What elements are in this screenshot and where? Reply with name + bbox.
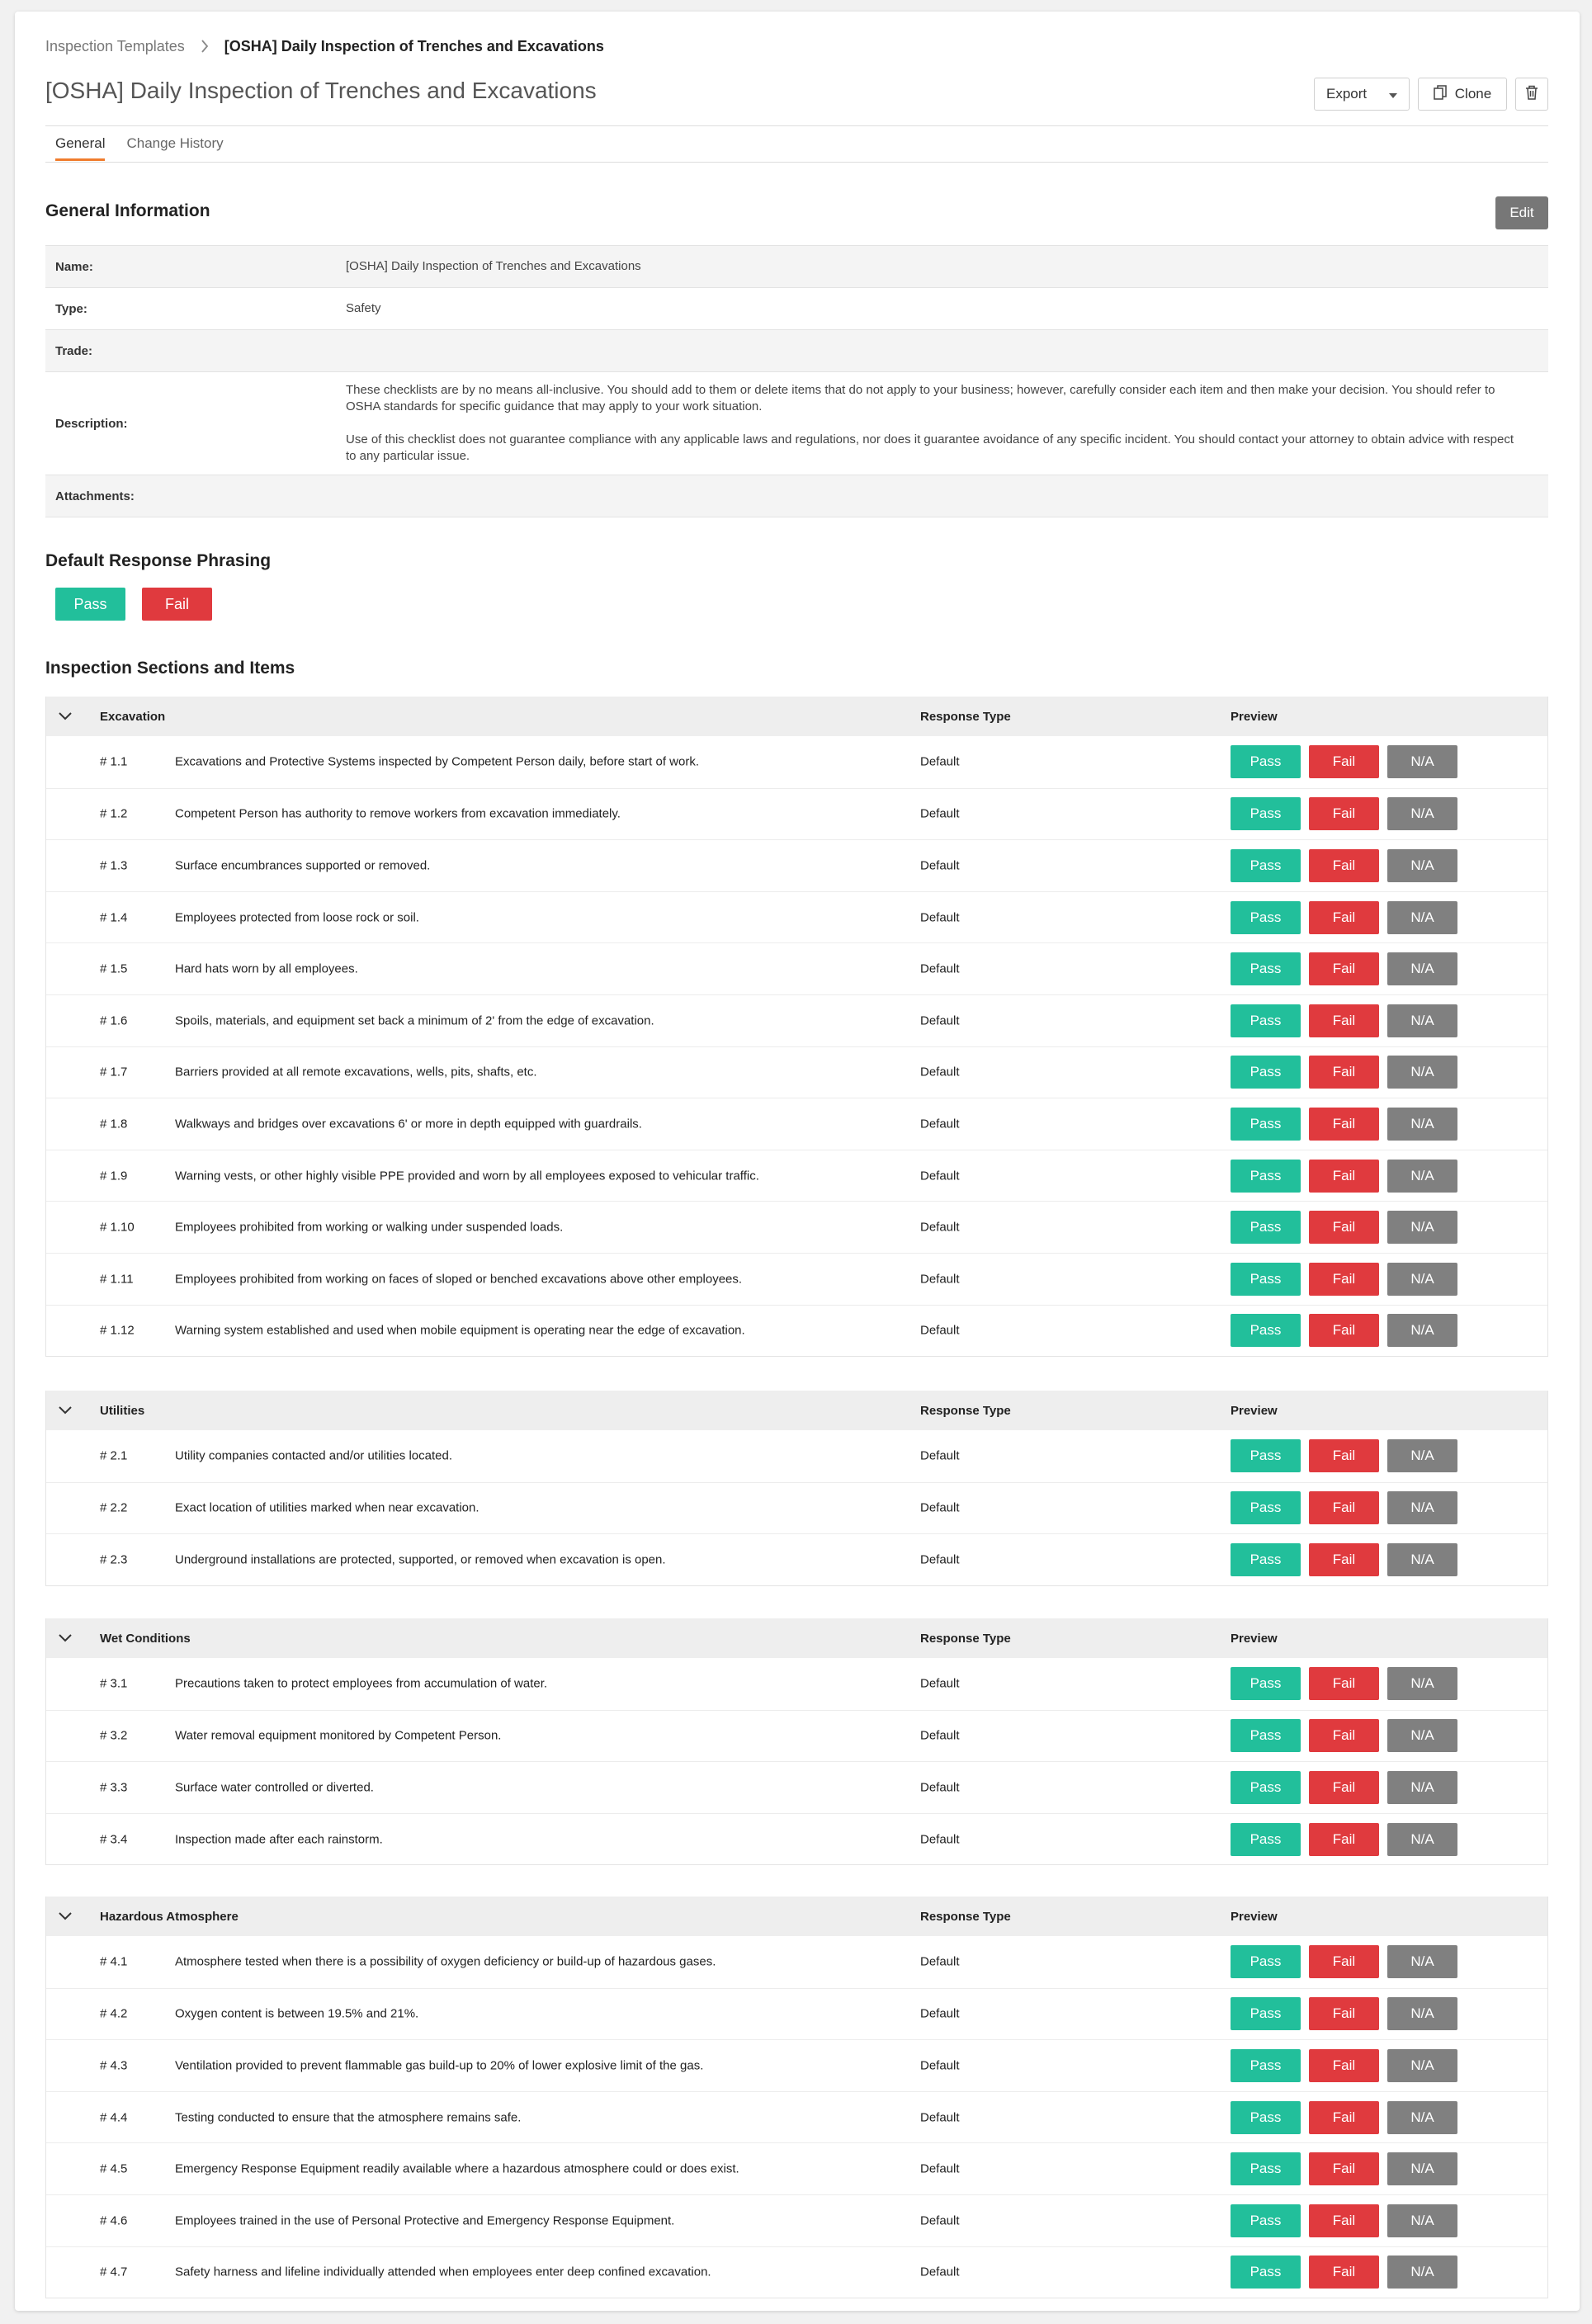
preview-buttons — [1231, 952, 1457, 985]
inspection-item-row — [46, 2194, 1547, 2246]
item-text: Walkways and bridges over excavations 6' or more in depth equipped with guardrails. — [175, 1117, 642, 1131]
delete-button[interactable] — [1515, 78, 1548, 111]
item-response-type: Default — [920, 1780, 960, 1795]
preview-fail-button[interactable]: Fail — [1309, 1823, 1379, 1856]
preview-pass-button[interactable]: Pass — [1231, 1823, 1301, 1856]
item-response-type: Default — [920, 2058, 960, 2073]
column-header-preview: Preview — [1231, 709, 1278, 724]
item-response-type: Default — [920, 1552, 960, 1567]
item-number: # 1.3 — [100, 858, 128, 873]
preview-na-button[interactable]: N/A — [1387, 1491, 1457, 1524]
preview-buttons — [1231, 1160, 1457, 1193]
preview-pass-button[interactable]: Pass — [1231, 1945, 1301, 1978]
phrasing-title: Default Response Phrasing — [45, 551, 272, 570]
item-number: # 1.9 — [100, 1169, 128, 1183]
inspection-section — [45, 1897, 1548, 2298]
item-response-type: Default — [920, 1065, 960, 1079]
export-label: Export — [1326, 86, 1368, 102]
preview-na-button[interactable]: N/A — [1387, 2101, 1457, 2134]
item-response-type: Default — [920, 1832, 960, 1847]
inspection-item-row — [46, 839, 1547, 891]
item-text: Warning vests, or other highly visible PPE provided and worn by all employees exposed to vehicular traffic. — [175, 1169, 759, 1183]
inspection-item-row — [46, 1813, 1547, 1865]
column-header-response-type: Response Type — [920, 709, 1011, 724]
preview-fail-button[interactable]: Fail — [1309, 2256, 1379, 2289]
preview-buttons — [1231, 1211, 1457, 1244]
chevron-down-icon[interactable] — [56, 1630, 74, 1646]
item-response-type: Default — [920, 961, 960, 976]
preview-pass-button[interactable]: Pass — [1231, 1263, 1301, 1296]
preview-buttons — [1231, 1056, 1457, 1089]
item-response-type: Default — [920, 1117, 960, 1131]
preview-pass-button[interactable]: Pass — [1231, 1719, 1301, 1752]
item-number: # 4.1 — [100, 1954, 128, 1969]
column-header-preview: Preview — [1231, 1403, 1278, 1418]
inspection-item-row — [46, 2142, 1547, 2194]
tab-bar — [55, 135, 224, 161]
info-row-type — [45, 288, 1548, 330]
preview-na-button[interactable]: N/A — [1387, 1997, 1457, 2030]
preview-fail-button[interactable]: Fail — [1309, 849, 1379, 882]
item-text: Employees prohibited from working or walking under suspended loads. — [175, 1220, 564, 1235]
chevron-down-icon[interactable] — [56, 1908, 74, 1925]
clone-label: Clone — [1454, 86, 1492, 102]
inspection-item-row — [46, 1658, 1547, 1710]
section-header — [46, 1897, 1547, 1936]
item-text: Precautions taken to protect employees from accumulation of water. — [175, 1676, 548, 1691]
preview-fail-button[interactable]: Fail — [1309, 1997, 1379, 2030]
preview-buttons — [1231, 1439, 1457, 1472]
preview-buttons — [1231, 1823, 1457, 1856]
item-number: # 4.3 — [100, 2058, 128, 2073]
preview-fail-button[interactable]: Fail — [1309, 1439, 1379, 1472]
item-number: # 4.4 — [100, 2110, 128, 2125]
item-response-type: Default — [920, 858, 960, 873]
section-name: Utilities — [100, 1403, 145, 1418]
preview-pass-button[interactable]: Pass — [1231, 1160, 1301, 1193]
tab-change-history[interactable]: Change History — [126, 135, 224, 151]
inspection-section — [45, 1391, 1548, 1586]
item-response-type: Default — [920, 910, 960, 925]
preview-na-button[interactable]: N/A — [1387, 1823, 1457, 1856]
item-response-type: Default — [920, 1676, 960, 1691]
preview-pass-button[interactable]: Pass — [1231, 952, 1301, 985]
tab-general[interactable]: General — [55, 135, 105, 161]
preview-na-button[interactable]: N/A — [1387, 901, 1457, 934]
item-response-type: Default — [920, 806, 960, 821]
preview-fail-button[interactable]: Fail — [1309, 2049, 1379, 2082]
preview-na-button[interactable]: N/A — [1387, 2204, 1457, 2237]
column-header-preview: Preview — [1231, 1909, 1278, 1924]
preview-na-button[interactable]: N/A — [1387, 1945, 1457, 1978]
chevron-down-icon[interactable] — [56, 708, 74, 725]
preview-na-button[interactable]: N/A — [1387, 1004, 1457, 1037]
section-header — [46, 697, 1547, 736]
preview-buttons — [1231, 797, 1457, 830]
preview-pass-button[interactable]: Pass — [1231, 901, 1301, 934]
item-text: Surface encumbrances supported or removed. — [175, 858, 431, 873]
item-number: # 2.1 — [100, 1448, 128, 1463]
preview-na-button[interactable]: N/A — [1387, 1211, 1457, 1244]
item-text: Surface water controlled or diverted. — [175, 1780, 374, 1795]
preview-pass-button[interactable]: Pass — [1231, 2152, 1301, 2185]
item-text: Employees protected from loose rock or soil. — [175, 910, 419, 925]
inspection-item-row — [46, 1761, 1547, 1813]
preview-na-button[interactable]: N/A — [1387, 1056, 1457, 1089]
preview-na-button[interactable]: N/A — [1387, 2256, 1457, 2289]
preview-pass-button[interactable]: Pass — [1231, 797, 1301, 830]
preview-fail-button[interactable]: Fail — [1309, 1719, 1379, 1752]
item-number: # 1.11 — [100, 1272, 134, 1287]
general-info-title: General Information — [45, 201, 210, 220]
item-text: Inspection made after each rainstorm. — [175, 1832, 383, 1847]
item-number: # 1.7 — [100, 1065, 128, 1079]
export-button[interactable] — [1314, 78, 1410, 111]
item-number: # 4.7 — [100, 2265, 128, 2279]
preview-buttons — [1231, 1263, 1457, 1296]
item-response-type: Default — [920, 2213, 960, 2228]
item-text: Atmosphere tested when there is a possibility of oxygen deficiency or build-up of hazardous gases. — [175, 1954, 716, 1969]
section-name: Wet Conditions — [100, 1631, 191, 1646]
item-text: Emergency Response Equipment readily available where a hazardous atmosphere could or does exist. — [175, 2161, 739, 2176]
preview-na-button[interactable]: N/A — [1387, 1543, 1457, 1576]
item-response-type: Default — [920, 2161, 960, 2176]
item-response-type: Default — [920, 1169, 960, 1183]
preview-na-button[interactable]: N/A — [1387, 1160, 1457, 1193]
preview-pass-button[interactable]: Pass — [1231, 1491, 1301, 1524]
info-label: Type: — [55, 301, 87, 316]
preview-na-button[interactable]: N/A — [1387, 1314, 1457, 1347]
item-text: Employees prohibited from working on faces of sloped or benched excavations above other employees. — [175, 1272, 743, 1287]
item-number: # 3.4 — [100, 1832, 128, 1847]
preview-fail-button[interactable]: Fail — [1309, 1160, 1379, 1193]
info-row-trade — [45, 330, 1548, 372]
preview-buttons — [1231, 1771, 1457, 1804]
caret-down-icon — [1389, 86, 1397, 102]
inspection-item-row — [46, 1150, 1547, 1202]
inspection-item-row — [46, 2246, 1547, 2298]
preview-fail-button[interactable]: Fail — [1309, 1314, 1379, 1347]
item-response-type: Default — [920, 2006, 960, 2021]
item-number: # 1.8 — [100, 1117, 128, 1131]
preview-na-button[interactable]: N/A — [1387, 745, 1457, 778]
preview-pass-button[interactable]: Pass — [1231, 2256, 1301, 2289]
item-text: Hard hats worn by all employees. — [175, 961, 358, 976]
item-text: Exact location of utilities marked when near excavation. — [175, 1500, 479, 1515]
inspection-item-row — [46, 891, 1547, 943]
breadcrumb-current: [OSHA] Daily Inspection of Trenches and Excavations — [224, 37, 604, 54]
section-name: Hazardous Atmosphere — [100, 1909, 239, 1924]
preview-fail-button[interactable]: Fail — [1309, 1004, 1379, 1037]
preview-pass-button[interactable]: Pass — [1231, 1004, 1301, 1037]
copy-icon — [1434, 85, 1447, 104]
item-number: # 3.1 — [100, 1676, 128, 1691]
description-paragraph: These checklists are by no means all-inclusive. You should add to them or delete items that do not apply to your business; however, carefully consider each item and then make your decision. You should refer to OSHA standards for specific guidance that may apply to your work situation. — [346, 383, 1495, 413]
preview-pass-button[interactable]: Pass — [1231, 2049, 1301, 2082]
item-number: # 1.6 — [100, 1013, 128, 1028]
inspection-item-row — [46, 1201, 1547, 1253]
column-header-response-type: Response Type — [920, 1909, 1011, 1924]
item-number: # 1.10 — [100, 1220, 135, 1235]
preview-pass-button[interactable]: Pass — [1231, 1667, 1301, 1700]
preview-pass-button[interactable]: Pass — [1231, 1997, 1301, 2030]
inspection-item-row — [46, 1936, 1547, 1988]
trash-icon — [1525, 85, 1538, 104]
item-number: # 4.2 — [100, 2006, 128, 2021]
item-text: Spoils, materials, and equipment set back a minimum of 2' from the edge of excavation. — [175, 1013, 654, 1028]
item-text: Barriers provided at all remote excavations, wells, pits, shafts, etc. — [175, 1065, 537, 1079]
preview-na-button[interactable]: N/A — [1387, 1263, 1457, 1296]
info-label: Name: — [55, 259, 93, 274]
preview-na-button[interactable]: N/A — [1387, 2049, 1457, 2082]
preview-buttons — [1231, 1667, 1457, 1700]
inspection-section — [45, 697, 1548, 1357]
item-response-type: Default — [920, 1500, 960, 1515]
description-paragraph: Use of this checklist does not guarantee compliance with any applicable laws and regulations, nor does it guarantee avoidance of any specific incident. You should contact your attorney to obtain advice with respect to any particular issue. — [346, 432, 1514, 463]
breadcrumb-parent-link[interactable]: Inspection Templates — [45, 37, 185, 54]
clone-button[interactable] — [1418, 78, 1507, 111]
preview-na-button[interactable]: N/A — [1387, 797, 1457, 830]
preview-buttons — [1231, 1108, 1457, 1141]
item-text: Safety harness and lifeline individually attended when employees enter deep confined excavation. — [175, 2265, 711, 2279]
tabs-divider — [45, 162, 1548, 163]
info-value: [OSHA] Daily Inspection of Trenches and Excavations — [346, 259, 641, 273]
preview-buttons — [1231, 1004, 1457, 1037]
preview-pass-button[interactable]: Pass — [1231, 849, 1301, 882]
preview-buttons — [1231, 1491, 1457, 1524]
preview-buttons — [1231, 1945, 1457, 1978]
preview-fail-button[interactable]: Fail — [1309, 1263, 1379, 1296]
preview-buttons — [1231, 901, 1457, 934]
item-number: # 1.4 — [100, 910, 128, 925]
section-header — [46, 1391, 1547, 1430]
item-number: # 1.5 — [100, 961, 128, 976]
preview-buttons — [1231, 2256, 1457, 2289]
info-label: Attachments: — [55, 489, 135, 503]
preview-pass-button[interactable]: Pass — [1231, 745, 1301, 778]
preview-na-button[interactable]: N/A — [1387, 1771, 1457, 1804]
inspection-item-row — [46, 1430, 1547, 1482]
item-number: # 1.1 — [100, 754, 128, 769]
preview-pass-button[interactable]: Pass — [1231, 1543, 1301, 1576]
item-response-type: Default — [920, 1728, 960, 1743]
inspection-item-row — [46, 1253, 1547, 1305]
preview-fail-button[interactable]: Fail — [1309, 2101, 1379, 2134]
preview-buttons — [1231, 1997, 1457, 2030]
item-text: Oxygen content is between 19.5% and 21%. — [175, 2006, 419, 2021]
inspection-item-row — [46, 1482, 1547, 1534]
preview-pass-button[interactable]: Pass — [1231, 1108, 1301, 1141]
preview-fail-button[interactable]: Fail — [1309, 1108, 1379, 1141]
item-text: Employees trained in the use of Personal Protective and Emergency Response Equipment. — [175, 2213, 675, 2228]
preview-pass-button[interactable]: Pass — [1231, 1211, 1301, 1244]
preview-buttons — [1231, 849, 1457, 882]
item-number: # 3.3 — [100, 1780, 128, 1795]
inspection-item-row — [46, 1305, 1547, 1357]
preview-fail-button[interactable]: Fail — [1309, 2204, 1379, 2237]
info-row-name — [45, 246, 1548, 288]
item-text: Ventilation provided to prevent flammable gas build-up to 20% of lower explosive limit of the gas. — [175, 2058, 704, 2073]
info-label: Trade: — [55, 343, 93, 358]
preview-fail-button[interactable]: Fail — [1309, 797, 1379, 830]
item-number: # 1.2 — [100, 806, 128, 821]
info-value — [346, 372, 1548, 475]
inspection-item-row — [46, 1710, 1547, 1762]
inspection-item-row — [46, 736, 1547, 788]
item-number: # 4.5 — [100, 2161, 128, 2176]
preview-buttons — [1231, 745, 1457, 778]
preview-fail-button[interactable]: Fail — [1309, 1056, 1379, 1089]
column-header-preview: Preview — [1231, 1631, 1278, 1646]
title-divider — [45, 125, 1548, 126]
preview-fail-button[interactable]: Fail — [1309, 2152, 1379, 2185]
info-value: Safety — [346, 301, 381, 315]
item-response-type: Default — [920, 1448, 960, 1463]
item-response-type: Default — [920, 1220, 960, 1235]
inspection-item-row — [46, 788, 1547, 840]
chevron-right-icon — [198, 38, 211, 54]
preview-buttons — [1231, 1314, 1457, 1347]
item-response-type: Default — [920, 754, 960, 769]
inspection-item-row — [46, 1046, 1547, 1098]
item-text: Utility companies contacted and/or utilities located. — [175, 1448, 453, 1463]
preview-pass-button[interactable]: Pass — [1231, 1056, 1301, 1089]
edit-button[interactable]: Edit — [1495, 196, 1548, 229]
item-text: Excavations and Protective Systems inspected by Competent Person daily, before start of work. — [175, 754, 700, 769]
preview-pass-button[interactable]: Pass — [1231, 1771, 1301, 1804]
preview-buttons — [1231, 2152, 1457, 2185]
preview-pass-button[interactable]: Pass — [1231, 1314, 1301, 1347]
preview-na-button[interactable]: N/A — [1387, 2152, 1457, 2185]
item-text: Testing conducted to ensure that the atmosphere remains safe. — [175, 2110, 522, 2125]
inspection-item-row — [46, 1533, 1547, 1585]
preview-na-button[interactable]: N/A — [1387, 849, 1457, 882]
inspection-item-row — [46, 2039, 1547, 2091]
preview-buttons — [1231, 1719, 1457, 1752]
item-response-type: Default — [920, 1272, 960, 1287]
general-info-table — [45, 245, 1548, 517]
info-value — [346, 475, 1548, 517]
inspection-section — [45, 1618, 1548, 1865]
inspection-item-row — [46, 2091, 1547, 2143]
preview-na-button[interactable]: N/A — [1387, 1108, 1457, 1141]
item-number: # 1.12 — [100, 1323, 135, 1338]
preview-pass-button[interactable]: Pass — [1231, 2204, 1301, 2237]
info-row-attachments — [45, 475, 1548, 517]
preview-fail-button[interactable]: Fail — [1309, 1771, 1379, 1804]
item-response-type: Default — [920, 1013, 960, 1028]
item-number: # 2.3 — [100, 1552, 128, 1567]
page-title: [OSHA] Daily Inspection of Trenches and Excavations — [45, 78, 597, 103]
preview-fail-button[interactable]: Fail — [1309, 1211, 1379, 1244]
preview-pass-button[interactable]: Pass — [1231, 2101, 1301, 2134]
preview-fail-button[interactable]: Fail — [1309, 1543, 1379, 1576]
section-header — [46, 1618, 1547, 1658]
preview-na-button[interactable]: N/A — [1387, 952, 1457, 985]
section-name: Excavation — [100, 709, 166, 724]
item-text: Warning system established and used when mobile equipment is operating near the edge of excavation. — [175, 1323, 745, 1338]
preview-na-button[interactable]: N/A — [1387, 1439, 1457, 1472]
chevron-down-icon[interactable] — [56, 1402, 74, 1419]
item-number: # 3.2 — [100, 1728, 128, 1743]
info-label: Description: — [55, 416, 128, 431]
item-number: # 4.6 — [100, 2213, 128, 2228]
template-card — [15, 12, 1580, 2311]
item-text: Water removal equipment monitored by Competent Person. — [175, 1728, 502, 1743]
item-number: # 2.2 — [100, 1500, 128, 1515]
info-row-description — [45, 372, 1548, 475]
preview-pass-button[interactable]: Pass — [1231, 1439, 1301, 1472]
title-actions — [1314, 78, 1548, 111]
inspection-item-row — [46, 1988, 1547, 2040]
preview-buttons — [1231, 2101, 1457, 2134]
column-header-response-type: Response Type — [920, 1631, 1011, 1646]
inspection-title: Inspection Sections and Items — [45, 659, 295, 678]
item-response-type: Default — [920, 1954, 960, 1969]
preview-na-button[interactable]: N/A — [1387, 1719, 1457, 1752]
item-response-type: Default — [920, 2265, 960, 2279]
preview-buttons — [1231, 2204, 1457, 2237]
phrasing-fail-button[interactable]: Fail — [142, 588, 212, 621]
breadcrumb — [45, 36, 604, 56]
inspection-item-row — [46, 1098, 1547, 1150]
preview-buttons — [1231, 2049, 1457, 2082]
column-header-response-type: Response Type — [920, 1403, 1011, 1418]
item-response-type: Default — [920, 1323, 960, 1338]
preview-fail-button[interactable]: Fail — [1309, 1667, 1379, 1700]
preview-fail-button[interactable]: Fail — [1309, 1491, 1379, 1524]
inspection-item-row — [46, 994, 1547, 1046]
preview-buttons — [1231, 1543, 1457, 1576]
item-text: Competent Person has authority to remove workers from excavation immediately. — [175, 806, 621, 821]
preview-fail-button[interactable]: Fail — [1309, 1945, 1379, 1978]
info-value — [346, 330, 1548, 371]
item-text: Underground installations are protected, supported, or removed when excavation is open. — [175, 1552, 666, 1567]
preview-fail-button[interactable]: Fail — [1309, 745, 1379, 778]
preview-na-button[interactable]: N/A — [1387, 1667, 1457, 1700]
preview-fail-button[interactable]: Fail — [1309, 901, 1379, 934]
preview-fail-button[interactable]: Fail — [1309, 952, 1379, 985]
phrasing-pass-button[interactable]: Pass — [55, 588, 125, 621]
inspection-item-row — [46, 942, 1547, 994]
item-response-type: Default — [920, 2110, 960, 2125]
